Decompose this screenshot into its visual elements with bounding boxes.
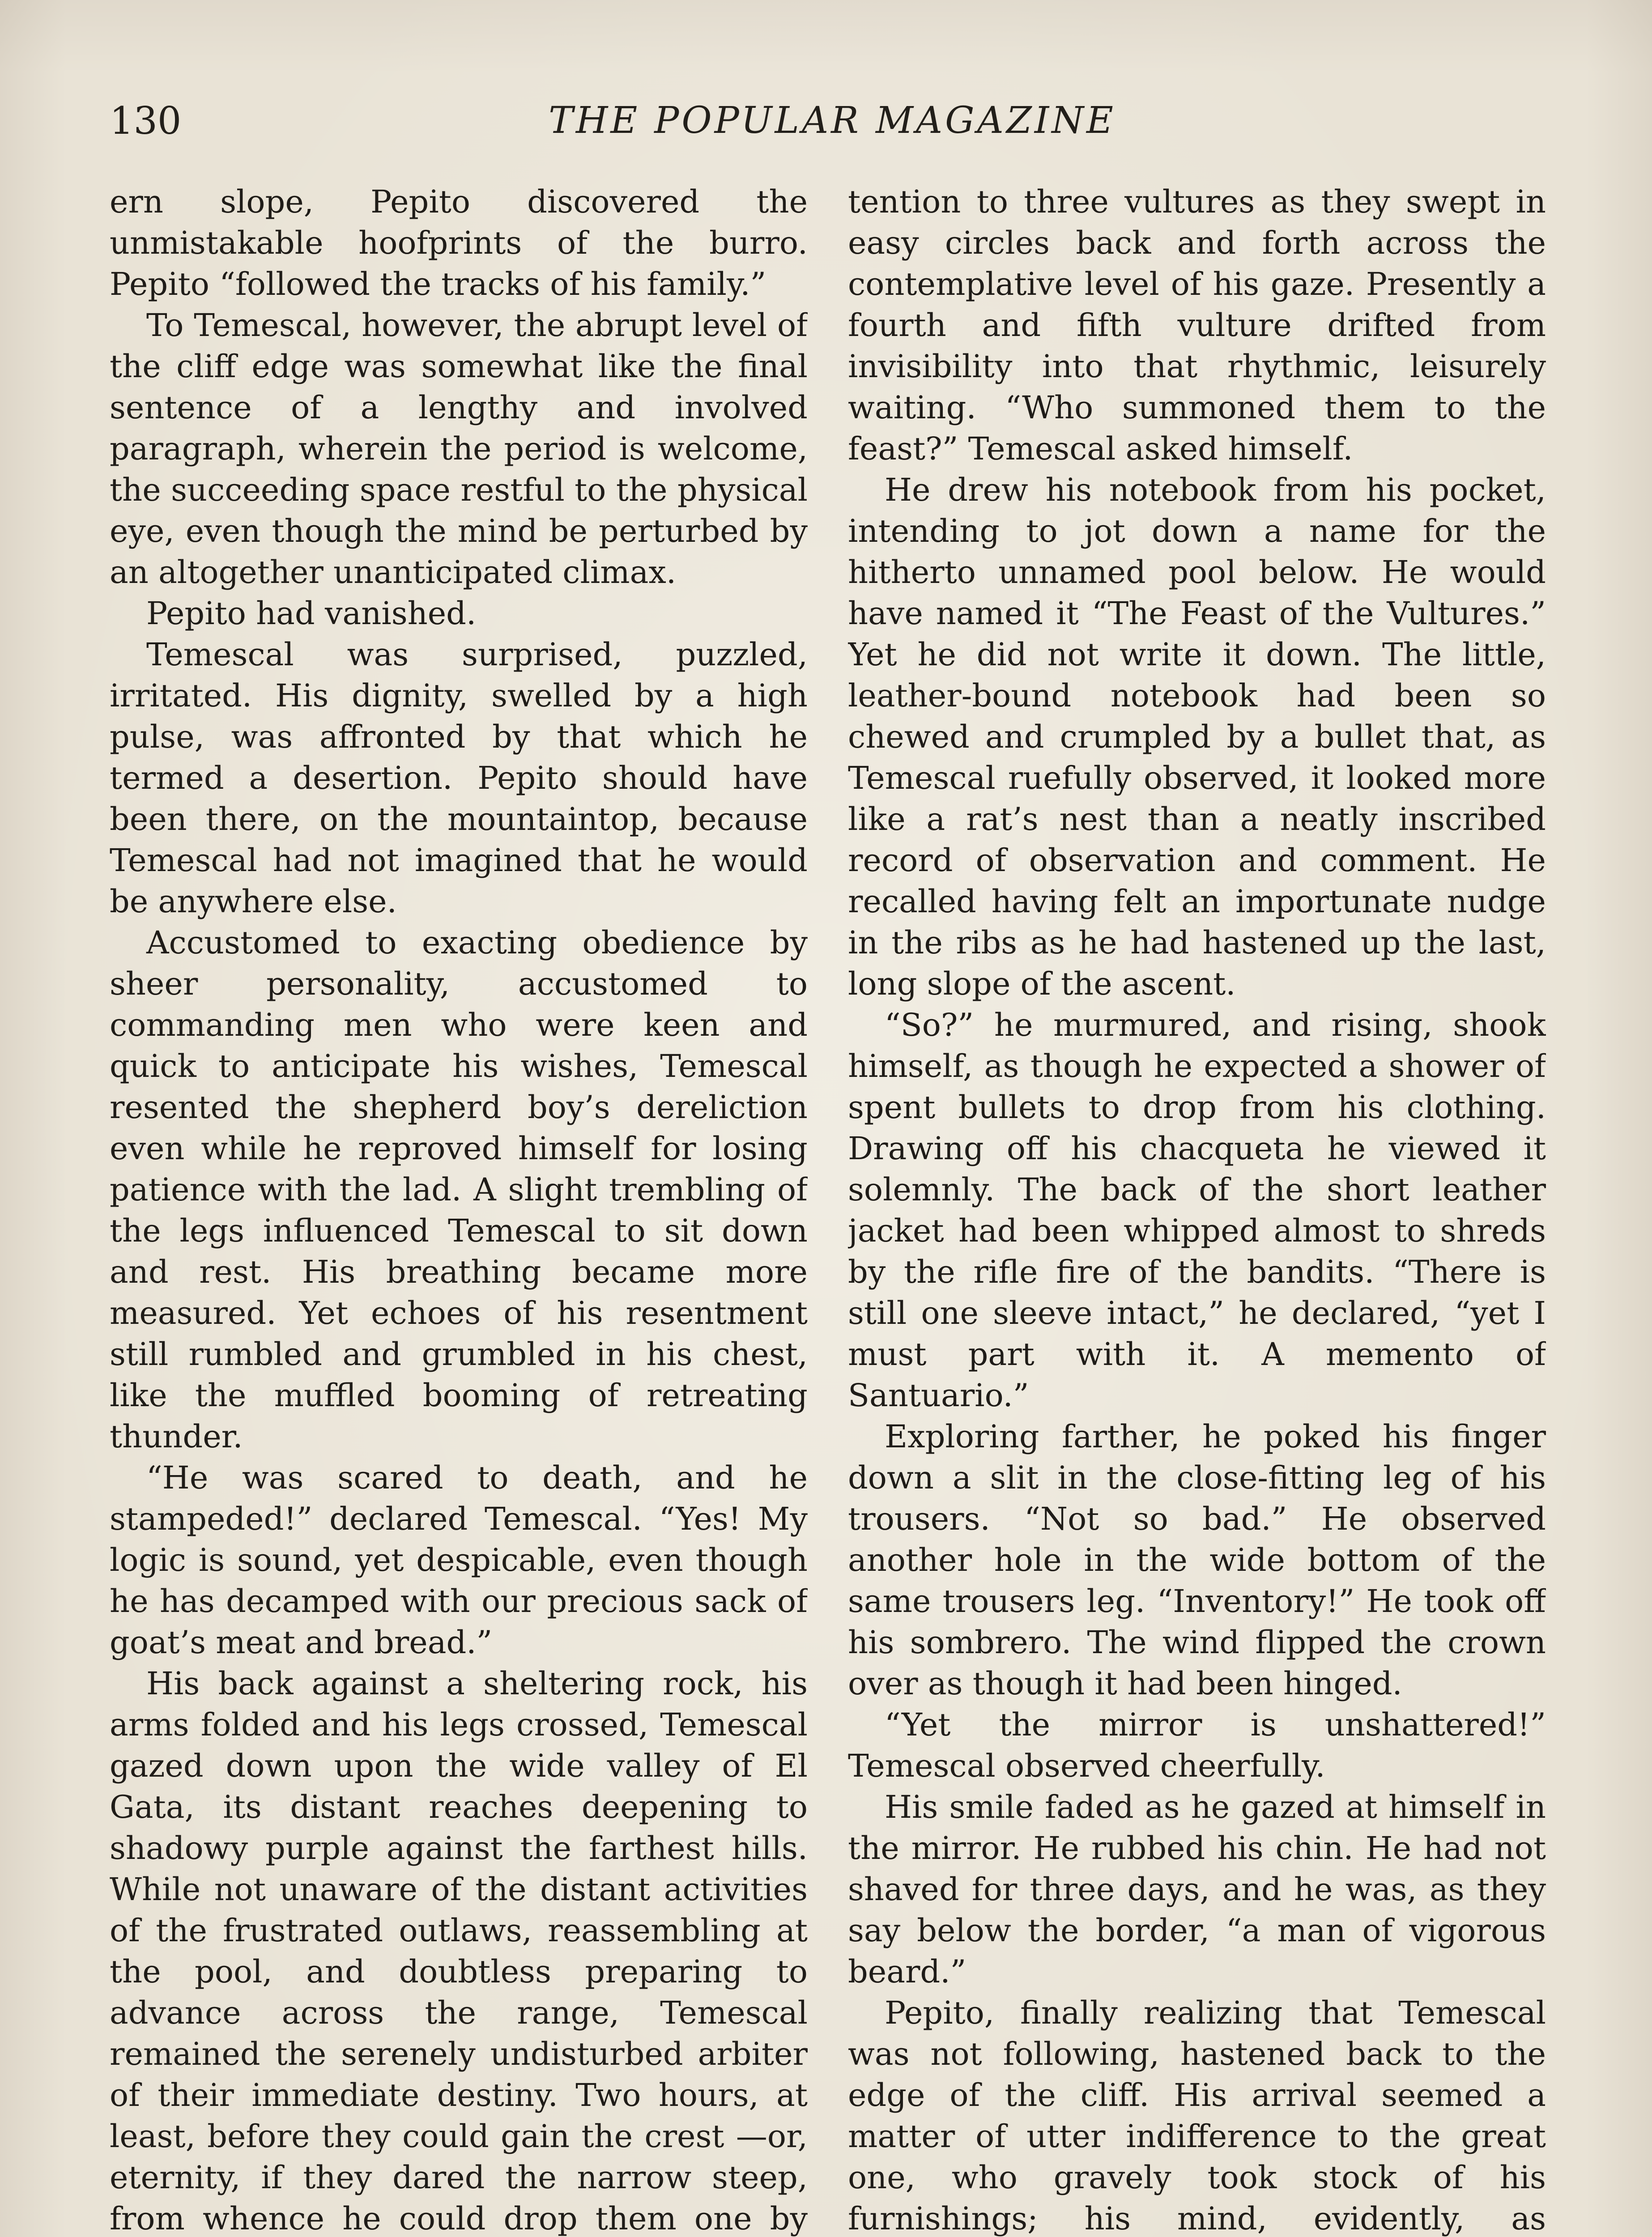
left-column xyxy=(110,181,808,2237)
paragraph: His smile faded as he gazed at himself in the mirror. He rubbed his chin. He had not shaved for three days, and he was, as they say below the border, “a man of vigorous beard.” xyxy=(848,1789,1546,1990)
paragraph: ern slope, Pepito discovered the unmistakable hoofprints of the burro. Pepito “followed the tracks of his family.” xyxy=(110,183,808,302)
paragraph: “He was scared to death, and he stampeded!” declared Temescal. “Yes! My logic is sound, yet despicable, even though he has decamped with our precious sack of goat’s meat and bread.” xyxy=(110,1459,808,1661)
paragraph: tention to three vultures as they swept in easy circles back and forth across the contemplative level of his gaze. Presently a fourth and fifth vulture drifted from invisibility into that rhythmic, leisurely waiting. “Who summoned them to the feast?” Temescal asked himself. xyxy=(848,183,1546,467)
paragraph: Exploring farther, he poked his finger down a slit in the close-fitting leg of his trousers. “Not so bad.” He observed another hole in the wide bottom of the same trousers leg. “Inventory!” He took off his sombrero. The wind flipped the crown over as though it had been hinged. xyxy=(848,1418,1546,1702)
paragraph: Temescal was surprised, puzzled, irritated. His dignity, swelled by a high pulse, was affronted by that which he termed a desertion. Pepito should have been there, on the mountaintop, because Temescal had not imagined that he would be anywhere else. xyxy=(110,636,808,920)
page-header xyxy=(110,96,1555,150)
paragraph: Pepito, finally realizing that Temescal was not following, hastened back to the edge of the cliff. His arrival seemed a matter of utter indifference to the great one, who gravely took stock of his furnishings; his mind, evidently, as xyxy=(848,1995,1546,2237)
running-title: THE POPULAR MAGAZINE xyxy=(549,99,1116,142)
paragraph: “Yet the mirror is unshattered!” Temescal observed cheerfully. xyxy=(848,1706,1546,1784)
paragraph: He drew his notebook from his pocket, intending to jot down a name for the hitherto unnamed pool below. He would have named it “The Feast of the Vultures.” Yet he did not write it down. The little, leather-bound notebook had been so chewed and crumpled by a bullet that, as Temescal ruefully observed, it looked more like a rat’s nest than a neatly inscribed record of observation and comment. He recalled having felt an importunate nudge in the ribs as he had hastened up the last, long slope of the ascent. xyxy=(848,472,1546,1002)
paragraph: Pepito had vanished. xyxy=(146,595,477,632)
right-column xyxy=(848,181,1546,2237)
paragraph: “So?” he murmured, and rising, shook himself, as though he expected a shower of spent bullets to drop from his clothing. Drawing off his chacqueta he viewed it solemnly. The back of the short leather jacket had been whipped almost to shreds by the rifle fire of the bandits. “There is still one sleeve intact,” he declared, “yet I must part with it. A memento of Santuario.” xyxy=(848,1007,1546,1414)
paragraph: His back against a sheltering rock, his arms folded and his legs crossed, Temescal gazed down upon the wide valley of El Gata, its distant reaches deepening to shadowy purple against the farthest hills. While not unaware of the distant activities of the frustrated outlaws, reassembling at the pool, and doubtless preparing to advance across the range, Temescal remained the serenely undisturbed arbiter of their immediate destiny. Two hours, at least, before they could gain the crest —or, eternity, if they dared the narrow steep, from whence he could drop them one by xyxy=(110,1665,808,2237)
paragraph: Accustomed to exacting obedience by sheer personality, accustomed to commanding men who were keen and quick to anticipate his wishes, Temescal resented the shepherd boy’s dereliction even while he reproved himself for losing patience with the lad. A slight trembling of the legs influenced Temescal to sit down and rest. His breathing became more measured. Yet echoes of his resentment still rumbled and grumbled in his chest, like the muffled booming of retreating thunder. xyxy=(110,924,808,1455)
page-number: 130 xyxy=(110,99,182,143)
paragraph: To Temescal, however, the abrupt level of the cliff edge was somewhat like the final sentence of a lengthy and involved paragraph, wherein the period is welcome, the succeeding space restful to the physical eye, even though the mind be perturbed by an altogether unanticipated climax. xyxy=(110,307,808,591)
